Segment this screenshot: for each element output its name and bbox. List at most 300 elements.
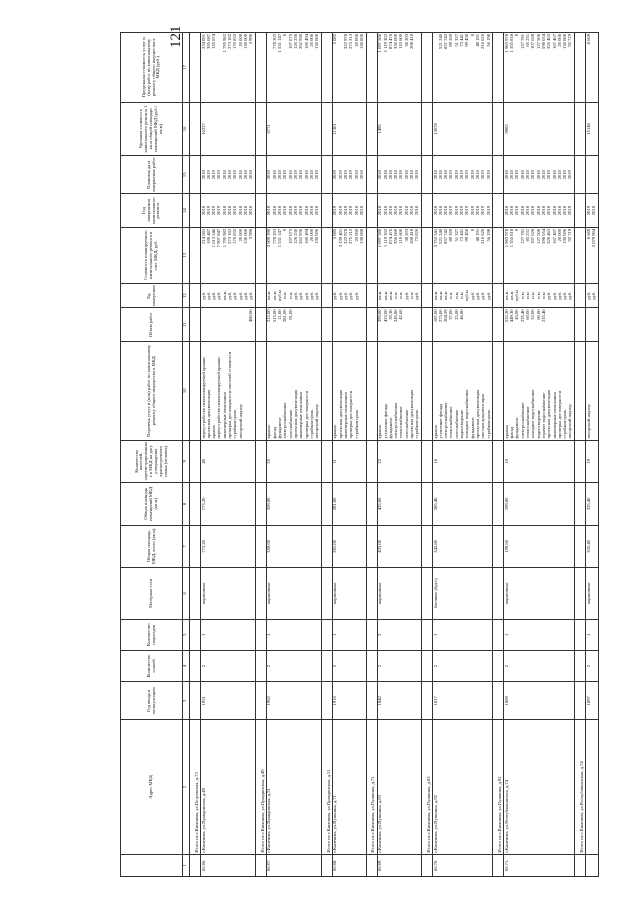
- header-cell-14: Год завершения капитального ремонта: [121, 194, 183, 228]
- premises-area-cell: 285,40: [433, 483, 493, 526]
- date-list: [586, 156, 599, 194]
- total-empty: [493, 682, 504, 720]
- total-empty: [190, 682, 201, 720]
- units-list-line: руб.: [308, 291, 314, 300]
- total-empty: [190, 525, 201, 568]
- total-empty: [366, 525, 377, 568]
- units-list-line: руб.: [248, 291, 254, 300]
- units-list-line: руб.: [292, 291, 298, 300]
- year-list-line: 2018: [437, 206, 443, 216]
- year-list-line: 2018: [409, 206, 414, 216]
- total-empty: [255, 619, 266, 650]
- year-list-line: 2018: [308, 206, 314, 216]
- total-empty: [366, 619, 377, 650]
- limit-cost-list-line: 155 674: [211, 34, 217, 49]
- limit-cost-list-line: 1 795 982: [221, 34, 227, 53]
- column-number: 6: [183, 568, 190, 619]
- works-list-line: проверка достоверности: [303, 390, 309, 439]
- units-list: [266, 283, 321, 308]
- limit-cost-list-line: 356 000: [393, 34, 399, 49]
- total-empty: [575, 283, 586, 308]
- total-empty: [493, 342, 504, 441]
- cost-list-line: 130 000: [242, 228, 248, 244]
- entrances-cell: 1: [504, 619, 575, 650]
- date-list-line: 2018: [226, 170, 232, 180]
- date-list-line: 2018: [551, 170, 557, 180]
- date-list-line: 2019: [337, 170, 343, 180]
- total-empty: [321, 194, 332, 228]
- works-list-line: крыша: [377, 425, 383, 439]
- year-list-line: 2018: [546, 206, 552, 216]
- units-list: [377, 283, 421, 308]
- header-cell-6: Материал стен: [121, 568, 183, 619]
- header-cell-17: Предельная стоимость услуг и (или) работ по капитальному ремонту общего имущества в МКД (руб.): [121, 33, 183, 103]
- total-empty: [575, 342, 586, 441]
- date-list-line: 2018: [509, 170, 515, 180]
- year-list-line: 2018: [271, 206, 277, 216]
- total-num: [366, 854, 377, 876]
- total-empty: [255, 227, 266, 283]
- limit-cost-list-line: [415, 34, 420, 101]
- date-list-line: 2018: [474, 170, 480, 180]
- residents-cell: 19: [586, 440, 599, 483]
- header-cell-2: Адрес МКД: [121, 720, 183, 854]
- header-cell-13: Стоимость планируемого капитального ремонта в счет МКД, руб.: [121, 227, 183, 283]
- total-empty: [321, 33, 332, 103]
- date-list-line: 2018: [398, 170, 404, 180]
- year-list-line: 2018: [398, 206, 404, 216]
- units-list-line: кв.м: [221, 291, 227, 300]
- address-cell: г.Кинешма, ул.Правдинская, д.51: [266, 720, 321, 854]
- volume-list-line: 423,00: [382, 309, 388, 323]
- works-list-line: теплоснабжение: [448, 406, 454, 439]
- units-list-line: руб.: [303, 291, 309, 300]
- floors-cell: 2: [332, 650, 366, 681]
- year-list: [266, 194, 321, 228]
- date-list-line: 2018: [377, 170, 383, 180]
- total-area-cell: 281,00: [332, 525, 366, 568]
- date-list-line: 2018: [287, 170, 293, 180]
- works-list-line: авторский надзор: [237, 404, 243, 439]
- total-empty: [493, 102, 504, 156]
- column-number: 3: [183, 682, 190, 720]
- premises-area-cell: 773,20: [201, 483, 256, 526]
- cost-list-line: 189 487: [205, 228, 211, 244]
- total-label: Итого по г.Кинешма, ул.Пушкина, д.71: [366, 720, 377, 854]
- total-empty: [190, 650, 201, 681]
- cost-list-line: 8 669: [585, 228, 591, 240]
- works-list-line: водоотведение: [459, 409, 465, 439]
- units-list-line: п.м: [535, 292, 541, 299]
- total-empty: [493, 227, 504, 283]
- total-empty: [493, 619, 504, 650]
- year-list-line: 2019: [567, 206, 573, 216]
- total-empty: [255, 33, 266, 103]
- cost-list-line: 857 742: [443, 228, 449, 244]
- works-list-line: проектная документация: [546, 389, 552, 439]
- cost-list-line: 214 081: [200, 228, 206, 244]
- date-list: [377, 156, 421, 194]
- cost-list-line: 85 231: [525, 228, 531, 242]
- total-row: [493, 33, 504, 877]
- limit-cost-list-line: 521 240: [437, 34, 443, 49]
- volume-list-line: [405, 309, 410, 340]
- cost-list-line: 20 000: [353, 228, 359, 242]
- cost-list-line: 89 269: [448, 228, 454, 242]
- total-row: [366, 33, 377, 877]
- date-list-line: 2019: [459, 170, 465, 180]
- limit-cost-list-line: 3 990: [248, 34, 254, 45]
- date-list-line: 2018: [393, 170, 399, 180]
- total-empty: [321, 650, 332, 681]
- volume-list-line: 39,30: [387, 309, 393, 320]
- limit-cost-list-line: 92 719: [567, 34, 573, 47]
- header-cell-15: Плановая дата завершения работ: [121, 156, 183, 194]
- date-list-line: 2018: [298, 170, 304, 180]
- cost-list-line: 521 240: [437, 228, 443, 244]
- total-empty: [575, 440, 586, 483]
- floors-cell: 2: [201, 650, 256, 681]
- cost-list: [504, 227, 575, 283]
- units-list-line: руб.: [205, 291, 211, 300]
- units-list: [201, 283, 256, 308]
- date-list-line: 2019: [480, 170, 486, 180]
- year-list-line: 2018: [382, 206, 388, 216]
- total-label: Итого по г.Кинешма, ул.Пушкина, д.83: [422, 720, 433, 854]
- units-list-line: куб.м: [277, 290, 283, 302]
- limit-cost-list-line: 167 467: [551, 34, 557, 49]
- total-empty: [321, 483, 332, 526]
- total-num: [575, 854, 586, 876]
- units-list: [504, 283, 575, 308]
- year-list-line: 2019: [453, 206, 459, 216]
- cost-list-line: 20 000: [308, 228, 314, 242]
- date-list-line: 2019: [205, 170, 211, 180]
- date-list-line: 2019: [211, 170, 217, 180]
- works-list-line: стройконтроль: [308, 409, 314, 439]
- total-empty: [366, 342, 377, 441]
- limit-cost-list-line: 234 081: [200, 34, 206, 49]
- date-list: [504, 156, 575, 194]
- limit-cost-list-line: 130 000: [314, 34, 320, 49]
- year-list-line: 2019: [211, 206, 217, 216]
- date-list-line: 2018: [382, 170, 388, 180]
- year-list-line: 2019: [585, 206, 591, 216]
- cost-list: [377, 227, 421, 283]
- total-label: Итого по г.Кинешма, ул.Правдинская, д.49: [255, 720, 266, 854]
- floors-cell: 2: [586, 650, 599, 681]
- limit-cost-list-line: 778 203: [271, 34, 277, 49]
- units-list-line: кв.м: [387, 291, 393, 300]
- header-cell-7: Общая площадь МКД, всего (кв.м): [121, 525, 183, 568]
- address-cell: г.Кинешма, ул.Республиканская, д.74: [504, 720, 575, 854]
- units-list-line: руб.: [551, 291, 557, 300]
- works-list-line: крыша: [503, 425, 509, 439]
- year-list-line: 2018: [282, 206, 288, 216]
- total-empty: [366, 483, 377, 526]
- total-empty: [422, 483, 433, 526]
- year-list-line: 2018: [562, 206, 568, 216]
- header-cell-9: Количество жителей, зарегистрированных в МКД на дату утверждения краткосрочного плана (человек): [121, 440, 183, 483]
- works-list-line: крыша: [211, 425, 217, 439]
- units-list-line: руб.: [211, 291, 217, 300]
- date-list: [332, 156, 366, 194]
- limit-cost-list-line: 56 198: [485, 34, 491, 47]
- date-list-line: 2018: [242, 170, 248, 180]
- volume-list-line: 449,30: [509, 309, 515, 323]
- date-list: [266, 156, 321, 194]
- volume-list: [266, 308, 321, 342]
- total-empty: [321, 568, 332, 619]
- works-list-line: газоснабжение: [287, 409, 293, 439]
- date-list-line: 2018: [308, 170, 314, 180]
- total-num: [493, 854, 504, 876]
- year-list-line: 2018: [519, 206, 525, 216]
- volume-list-line: 60,00: [535, 309, 541, 320]
- total-num: [255, 854, 266, 876]
- total-empty: [422, 156, 433, 194]
- year-list-line: 2018: [314, 206, 320, 216]
- limit-cost-list-line: 1 531 147: [277, 34, 283, 53]
- year-list-line: 2018: [298, 206, 304, 216]
- total-empty: [575, 619, 586, 650]
- column-number: 1: [183, 854, 190, 876]
- limit-cost-list-line: 107 628: [530, 34, 536, 49]
- total-empty: [321, 283, 332, 308]
- works-list: [266, 342, 321, 441]
- volume-list-line: 25,00: [453, 309, 459, 320]
- row-number: 66.71.: [504, 854, 575, 876]
- premises-area-cell: 281,00: [332, 483, 366, 526]
- specific-cost-cell: 15146: [586, 102, 599, 156]
- works-list: [377, 342, 421, 441]
- year-list-line: 2018: [432, 206, 438, 216]
- date-list-line: 2018: [403, 170, 409, 180]
- limit-cost-list-line: 857 742: [443, 34, 449, 49]
- cost-list-line: 130 000: [562, 228, 568, 244]
- limit-cost-list-line: 598 054: [540, 34, 546, 49]
- year-list-line: 2019: [480, 206, 486, 216]
- column-number-row: [183, 33, 190, 877]
- volume-list-line: 32,00: [530, 309, 536, 320]
- works-list-line: электроснабжение: [443, 402, 449, 439]
- limit-cost-list-line: 216 626: [480, 34, 486, 49]
- table-row: [586, 33, 599, 877]
- limit-cost-list-line: 48 191: [474, 34, 480, 47]
- floors-cell: 2: [433, 650, 493, 681]
- total-empty: [190, 156, 201, 194]
- date-list-line: 2018: [248, 170, 254, 180]
- units-list-line: руб.: [337, 291, 343, 300]
- address-cell: г.Кинешма, ул.Пушкина, д.83: [377, 720, 421, 854]
- works-list: [433, 342, 493, 441]
- total-num: [422, 854, 433, 876]
- floors-cell: 2: [504, 650, 575, 681]
- units-list-line: п.м: [282, 292, 288, 299]
- cost-list-line: 130 000: [314, 228, 320, 244]
- row-number: 66.70.: [433, 854, 493, 876]
- limit-cost-list-line: 73 441: [459, 34, 465, 47]
- total-empty: [575, 194, 586, 228]
- total-empty: [255, 525, 266, 568]
- works-list-line: проектная документация: [205, 389, 211, 439]
- volume-list-line: 480,00: [248, 309, 254, 323]
- units-list-line: п.м: [525, 292, 531, 299]
- wall-material-cell: кирпичные: [266, 568, 321, 619]
- units-list-line: куб.м: [514, 290, 520, 302]
- total-empty: [190, 33, 201, 103]
- total-empty: [255, 650, 266, 681]
- limit-cost-list-line: 130 000: [242, 34, 248, 49]
- limit-cost-list-line: [592, 34, 597, 101]
- cost-list-line: 326 463: [546, 228, 552, 244]
- total-empty: [422, 283, 433, 308]
- year-list-line: 2018: [514, 206, 520, 216]
- works-list-line: стройконтроль: [562, 409, 568, 439]
- total-empty: [422, 650, 433, 681]
- table-row: [433, 33, 493, 877]
- cost-list: [332, 227, 366, 283]
- total-empty: [255, 483, 266, 526]
- entrances-cell: 2: [377, 619, 421, 650]
- cost-list-line: 5 079 904: [591, 228, 597, 248]
- units-list-line: п.м: [409, 292, 414, 299]
- units-list-line: руб.: [567, 291, 573, 300]
- total-empty: [190, 342, 201, 441]
- total-empty: [366, 682, 377, 720]
- limit-cost-list-line: 1 097 586: [377, 34, 383, 53]
- header-cell-1: [121, 854, 183, 876]
- cost-list-line: 1 119 302: [382, 228, 388, 248]
- works-list-line: стройконтроль: [414, 409, 420, 439]
- total-empty: [575, 568, 586, 619]
- total-area-cell: 773,20: [201, 525, 256, 568]
- limit-cost-list-line: 275 212: [348, 34, 354, 49]
- limit-cost-list: [266, 33, 321, 103]
- total-empty: [255, 682, 266, 720]
- units-list-line: руб.: [414, 291, 420, 300]
- total-empty: [575, 227, 586, 283]
- date-list-line: 2018: [525, 170, 531, 180]
- date-list-line: 2018: [358, 170, 364, 180]
- cost-list-line: 322 978: [343, 228, 349, 244]
- works-list: [332, 342, 366, 441]
- date-list-line: 2018: [303, 170, 309, 180]
- year-list-line: 2018: [303, 206, 309, 216]
- total-empty: [190, 283, 201, 308]
- total-row: [255, 33, 266, 877]
- total-empty: [422, 619, 433, 650]
- units-list-line: руб.: [348, 291, 354, 300]
- address-cell: г.Кинешма, ул.Пушкина, д.92: [433, 720, 493, 854]
- total-empty: [422, 525, 433, 568]
- volume-list-line: 46,80: [459, 309, 465, 320]
- rotated-table-container: [120, 32, 620, 877]
- cost-list-line: 51 327: [453, 228, 459, 242]
- total-area-cell: 359,60: [266, 525, 321, 568]
- premises-area-cell: 199,60: [504, 483, 575, 526]
- works-list: [504, 342, 575, 441]
- volume-list-line: 235,40: [519, 309, 525, 323]
- units-list-line: п.м: [448, 292, 454, 299]
- volume-list-line: 281,00: [282, 309, 288, 323]
- year-list: [377, 194, 421, 228]
- year-list-line: 2018: [414, 206, 420, 216]
- cost-list-line: 3 752 541: [432, 228, 438, 248]
- date-list-line: 2018: [530, 170, 536, 180]
- total-empty: [366, 283, 377, 308]
- works-list-line: авторский надзор: [585, 404, 591, 439]
- cost-list-line: 107 075: [287, 228, 293, 244]
- total-area-cell: 199,60: [504, 525, 575, 568]
- table-row: [201, 33, 256, 877]
- wall-material-cell: кирпичные: [586, 568, 599, 619]
- limit-cost-list-line: 127 500: [535, 34, 541, 49]
- units-list-line: руб.: [216, 291, 222, 300]
- residents-cell: 22: [377, 440, 421, 483]
- date-list-line: 2018: [546, 170, 552, 180]
- year-list-line: 2018: [200, 206, 206, 216]
- units-list-line: руб.: [480, 291, 486, 300]
- total-empty: [366, 568, 377, 619]
- column-number: 4: [183, 650, 190, 681]
- year-list-line: 2018: [287, 206, 293, 216]
- total-empty: [190, 227, 201, 283]
- column-number: 12: [183, 283, 190, 308]
- cost-list-line: 1 097 586: [377, 228, 383, 248]
- limit-cost-list-line: 130 000: [562, 34, 568, 49]
- volume-list: [201, 308, 256, 342]
- volume-list-line: 515,00: [271, 309, 277, 323]
- entrances-cell: 1: [201, 619, 256, 650]
- date-list-line: 2018: [237, 170, 243, 180]
- year-list: [504, 194, 575, 228]
- limit-cost-list-line: 38 203: [403, 34, 409, 47]
- year-built-cell: 1842: [377, 682, 421, 720]
- works-list-line: проверка достоверности сметной стоимости: [226, 351, 232, 439]
- limit-cost-list-line: 1 119 302: [382, 34, 388, 53]
- date-list-line: 2018: [353, 170, 359, 180]
- cost-list-line: 20 000: [556, 228, 562, 242]
- year-list: [433, 194, 493, 228]
- total-empty: [255, 102, 266, 156]
- limit-cost-list: [586, 33, 599, 103]
- volume-list-line: 37,00: [448, 309, 454, 320]
- cost-list-line: 99 450: [464, 228, 470, 242]
- limit-cost-list-line: 208 418: [409, 34, 414, 49]
- works-list-line: проектная документация: [409, 389, 414, 439]
- column-number: 17: [183, 33, 190, 103]
- column-number: 9: [183, 440, 190, 483]
- date-list-line: 2019: [448, 170, 454, 180]
- date-list-line: 2018: [540, 170, 546, 180]
- units-list-line: руб.: [469, 291, 475, 300]
- year-list: [201, 194, 256, 228]
- year-built-cell: 1962: [266, 682, 321, 720]
- year-list-line: 2018: [509, 206, 515, 216]
- limit-cost-list-line: 5 085: [332, 34, 338, 45]
- works-list-line: электроснабжение: [282, 402, 288, 439]
- column-number: 7: [183, 525, 190, 568]
- total-row: [321, 33, 332, 877]
- units-list-line: руб.: [332, 291, 338, 300]
- units-list-line: руб.: [403, 291, 409, 300]
- column-number: 15: [183, 156, 190, 194]
- works-list-line: инженерные изыскания: [298, 392, 304, 439]
- total-empty: [321, 682, 332, 720]
- floors-cell: 2: [266, 650, 321, 681]
- limit-cost-list-line: 160 494: [303, 34, 309, 49]
